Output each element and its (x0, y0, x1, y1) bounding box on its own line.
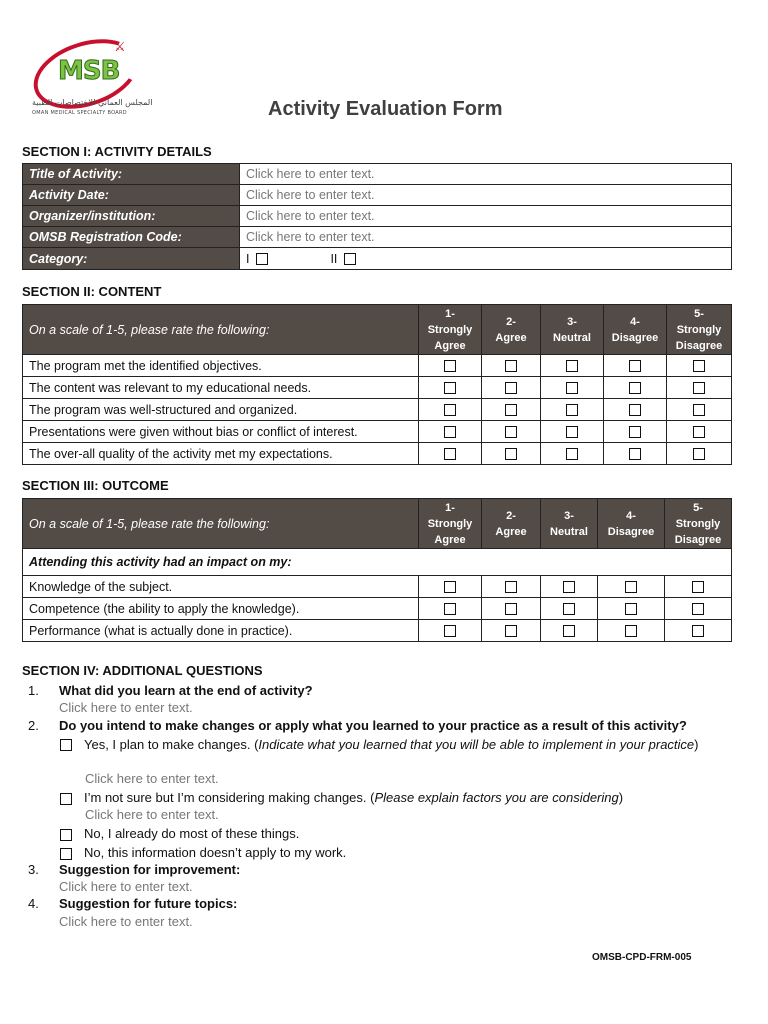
outcome-row (23, 576, 732, 598)
rating-cell (541, 399, 604, 421)
rating-checkbox-4[interactable] (625, 603, 637, 615)
rating-cell (667, 355, 732, 377)
rating-checkbox-5[interactable] (692, 603, 704, 615)
rating-checkbox-2[interactable] (505, 625, 517, 637)
scale-header: 2- Agree (482, 499, 541, 549)
outcome-header-row (23, 499, 732, 549)
content-header-row (23, 305, 732, 355)
rating-cell (598, 576, 665, 598)
option-yes-close: ) (694, 737, 699, 752)
scale-header: 3- Neutral (541, 305, 604, 355)
category-option-label: II (330, 251, 338, 266)
rating-cell (541, 620, 598, 642)
option-considering (60, 790, 700, 805)
rating-cell (604, 421, 667, 443)
rating-cell (604, 399, 667, 421)
rating-cell (482, 598, 541, 620)
category-i-checkbox[interactable] (256, 253, 268, 265)
option-considering-close: ) (618, 790, 624, 805)
category-option-label: I (246, 251, 250, 266)
rating-item-label: Competence (the ability to apply the knowledge). (23, 598, 419, 620)
rating-checkbox-4[interactable] (629, 426, 641, 438)
rating-cell (482, 377, 541, 399)
content-prompt: On a scale of 1-5, please rate the following: (23, 305, 419, 355)
rating-cell (419, 598, 482, 620)
rating-checkbox-1[interactable] (444, 404, 456, 416)
question-text: What did you learn at the end of activity? (59, 683, 313, 698)
logo-arabic-text: المجلس العماني للاختصاصات الطبية (32, 98, 153, 107)
detail-input[interactable]: Click here to enter text. (240, 185, 732, 206)
rating-checkbox-2[interactable] (505, 382, 517, 394)
outcome-rating-table (22, 498, 732, 642)
scale-header: 5- Strongly Disagree (667, 305, 732, 355)
rating-checkbox-1[interactable] (444, 448, 456, 460)
outcome-row (23, 598, 732, 620)
rating-checkbox-2[interactable] (505, 603, 517, 615)
rating-cell (541, 598, 598, 620)
rating-cell (665, 576, 732, 598)
rating-checkbox-4[interactable] (625, 625, 637, 637)
outcome-prompt: On a scale of 1-5, please rate the following: (23, 499, 419, 549)
option-already-do (60, 826, 700, 841)
detail-row (23, 185, 732, 206)
rating-checkbox-3[interactable] (566, 382, 578, 394)
rating-cell (482, 443, 541, 465)
rating-item-label: Knowledge of the subject. (23, 576, 419, 598)
rating-cell (419, 576, 482, 598)
question-number: 1. (28, 683, 39, 698)
detail-label: Organizer/institution: (23, 206, 240, 227)
detail-row (23, 227, 732, 248)
scale-header: 4- Disagree (604, 305, 667, 355)
rating-checkbox-1[interactable] (444, 625, 456, 637)
rating-checkbox-5[interactable] (693, 448, 705, 460)
content-row (23, 399, 732, 421)
option-considering-answer[interactable]: Click here to enter text. (85, 807, 219, 822)
option-yes-answer[interactable]: Click here to enter text. (85, 771, 219, 786)
outcome-row (23, 620, 732, 642)
rating-cell (604, 355, 667, 377)
rating-cell (541, 443, 604, 465)
rating-checkbox-1[interactable] (444, 603, 456, 615)
detail-label: OMSB Registration Code: (23, 227, 240, 248)
scale-header: 3- Neutral (541, 499, 598, 549)
detail-row (23, 164, 732, 185)
question-number: 3. (28, 862, 39, 877)
option-considering-label: I’m not sure but I’m considering making changes. ( (84, 790, 375, 805)
rating-item-label: The over-all quality of the activity met my expectations. (23, 443, 419, 465)
khanjar-emblem-icon: ⚔ (114, 40, 126, 55)
rating-checkbox-1[interactable] (444, 426, 456, 438)
outcome-subheader-row (23, 549, 732, 576)
scale-header: 1- Strongly Agree (419, 499, 482, 549)
section2-title: SECTION II: CONTENT (22, 284, 162, 299)
question-text: Suggestion for improvement: (59, 862, 241, 877)
scale-header: 2- Agree (482, 305, 541, 355)
rating-checkbox-4[interactable] (629, 404, 641, 416)
category-label: Category: (23, 248, 240, 270)
question-1-answer[interactable]: Click here to enter text. (59, 700, 193, 715)
question-number: 4. (28, 896, 39, 911)
question-4-answer[interactable]: Click here to enter text. (59, 914, 193, 929)
rating-cell (541, 421, 604, 443)
section3-title: SECTION III: OUTCOME (22, 478, 169, 493)
scale-header: 1- Strongly Agree (419, 305, 482, 355)
rating-cell (419, 355, 482, 377)
rating-cell (541, 377, 604, 399)
rating-cell (598, 620, 665, 642)
rating-checkbox-1[interactable] (444, 360, 456, 372)
rating-checkbox-5[interactable] (693, 404, 705, 416)
rating-checkbox-4[interactable] (629, 382, 641, 394)
rating-checkbox-3[interactable] (566, 448, 578, 460)
rating-cell (541, 355, 604, 377)
option-not-apply-label: No, this information doesn’t apply to my work. (84, 845, 347, 860)
rating-checkbox-2[interactable] (505, 426, 517, 438)
rating-cell (665, 620, 732, 642)
rating-cell (419, 421, 482, 443)
rating-checkbox-2[interactable] (505, 448, 517, 460)
rating-cell (667, 443, 732, 465)
scale-header: 5- Strongly Disagree (665, 499, 732, 549)
section4-title: SECTION IV: ADDITIONAL QUESTIONS (22, 663, 263, 678)
rating-checkbox-1[interactable] (444, 581, 456, 593)
detail-label: Activity Date: (23, 185, 240, 206)
rating-cell (482, 421, 541, 443)
outcome-subheader: Attending this activity had an impact on my: (23, 549, 732, 576)
option-considering-hint: Please explain factors you are considering (374, 790, 619, 805)
rating-item-label: The content was relevant to my educational needs. (23, 377, 419, 399)
rating-cell (419, 443, 482, 465)
content-row (23, 355, 732, 377)
question-text: Suggestion for future topics: (59, 896, 238, 911)
rating-cell (482, 620, 541, 642)
rating-checkbox-4[interactable] (629, 360, 641, 372)
option-yes-hint: Indicate what you learned that you will be able to implement in your practice (258, 737, 695, 752)
rating-checkbox-5[interactable] (692, 581, 704, 593)
content-row (23, 377, 732, 399)
rating-checkbox-4[interactable] (625, 581, 637, 593)
rating-checkbox-2[interactable] (505, 360, 517, 372)
category-row (23, 248, 732, 270)
rating-cell (604, 443, 667, 465)
rating-cell (419, 377, 482, 399)
content-row (23, 443, 732, 465)
form-code: OMSB-CPD-FRM-005 (592, 952, 692, 963)
rating-item-label: The program was well-structured and organized. (23, 399, 419, 421)
activity-details-table (22, 163, 732, 270)
option-already-do-checkbox[interactable] (60, 829, 72, 841)
category-ii-checkbox[interactable] (344, 253, 356, 265)
option-yes-label: Yes, I plan to make changes. ( (84, 737, 259, 752)
rating-checkbox-3[interactable] (566, 426, 578, 438)
option-not-apply (60, 845, 700, 860)
option-yes-checkbox[interactable] (60, 739, 72, 751)
rating-cell (419, 620, 482, 642)
question-3-answer[interactable]: Click here to enter text. (59, 879, 193, 894)
omsb-logo (26, 36, 156, 122)
option-considering-checkbox[interactable] (60, 793, 72, 805)
option-yes (60, 736, 700, 753)
rating-item-label: The program met the identified objectives. (23, 355, 419, 377)
content-row (23, 421, 732, 443)
rating-item-label: Presentations were given without bias or conflict of interest. (23, 421, 419, 443)
scale-header: 4- Disagree (598, 499, 665, 549)
logo-english-text: OMAN MEDICAL SPECIALTY BOARD (32, 110, 127, 116)
rating-checkbox-5[interactable] (692, 625, 704, 637)
detail-input[interactable]: Click here to enter text. (240, 227, 732, 248)
rating-checkbox-3[interactable] (563, 581, 575, 593)
detail-input[interactable]: Click here to enter text. (240, 206, 732, 227)
section1-title: SECTION I: ACTIVITY DETAILS (22, 144, 212, 159)
detail-input[interactable]: Click here to enter text. (240, 164, 732, 185)
rating-cell (419, 399, 482, 421)
rating-cell (667, 399, 732, 421)
rating-cell (541, 576, 598, 598)
rating-cell (665, 598, 732, 620)
rating-checkbox-3[interactable] (563, 603, 575, 615)
content-rating-table (22, 304, 732, 465)
rating-cell (667, 421, 732, 443)
rating-checkbox-4[interactable] (629, 448, 641, 460)
rating-cell (667, 377, 732, 399)
rating-checkbox-3[interactable] (566, 404, 578, 416)
rating-checkbox-5[interactable] (693, 382, 705, 394)
rating-checkbox-3[interactable] (563, 625, 575, 637)
option-already-do-label: No, I already do most of these things. (84, 826, 300, 841)
rating-checkbox-1[interactable] (444, 382, 456, 394)
rating-cell (482, 355, 541, 377)
rating-checkbox-5[interactable] (693, 426, 705, 438)
rating-cell (604, 377, 667, 399)
page-title: Activity Evaluation Form (268, 98, 503, 120)
detail-label: Title of Activity: (23, 164, 240, 185)
rating-checkbox-3[interactable] (566, 360, 578, 372)
question-text: Do you intend to make changes or apply what you learned to your practice as a result of this activity? (59, 718, 687, 733)
rating-item-label: Performance (what is actually done in practice). (23, 620, 419, 642)
rating-cell (598, 598, 665, 620)
option-not-apply-checkbox[interactable] (60, 848, 72, 860)
question-number: 2. (28, 718, 39, 733)
rating-checkbox-2[interactable] (505, 581, 517, 593)
detail-row (23, 206, 732, 227)
rating-checkbox-5[interactable] (693, 360, 705, 372)
rating-cell (482, 576, 541, 598)
category-options (240, 248, 732, 270)
rating-cell (482, 399, 541, 421)
logo-text: MSB (58, 56, 120, 86)
rating-checkbox-2[interactable] (505, 404, 517, 416)
